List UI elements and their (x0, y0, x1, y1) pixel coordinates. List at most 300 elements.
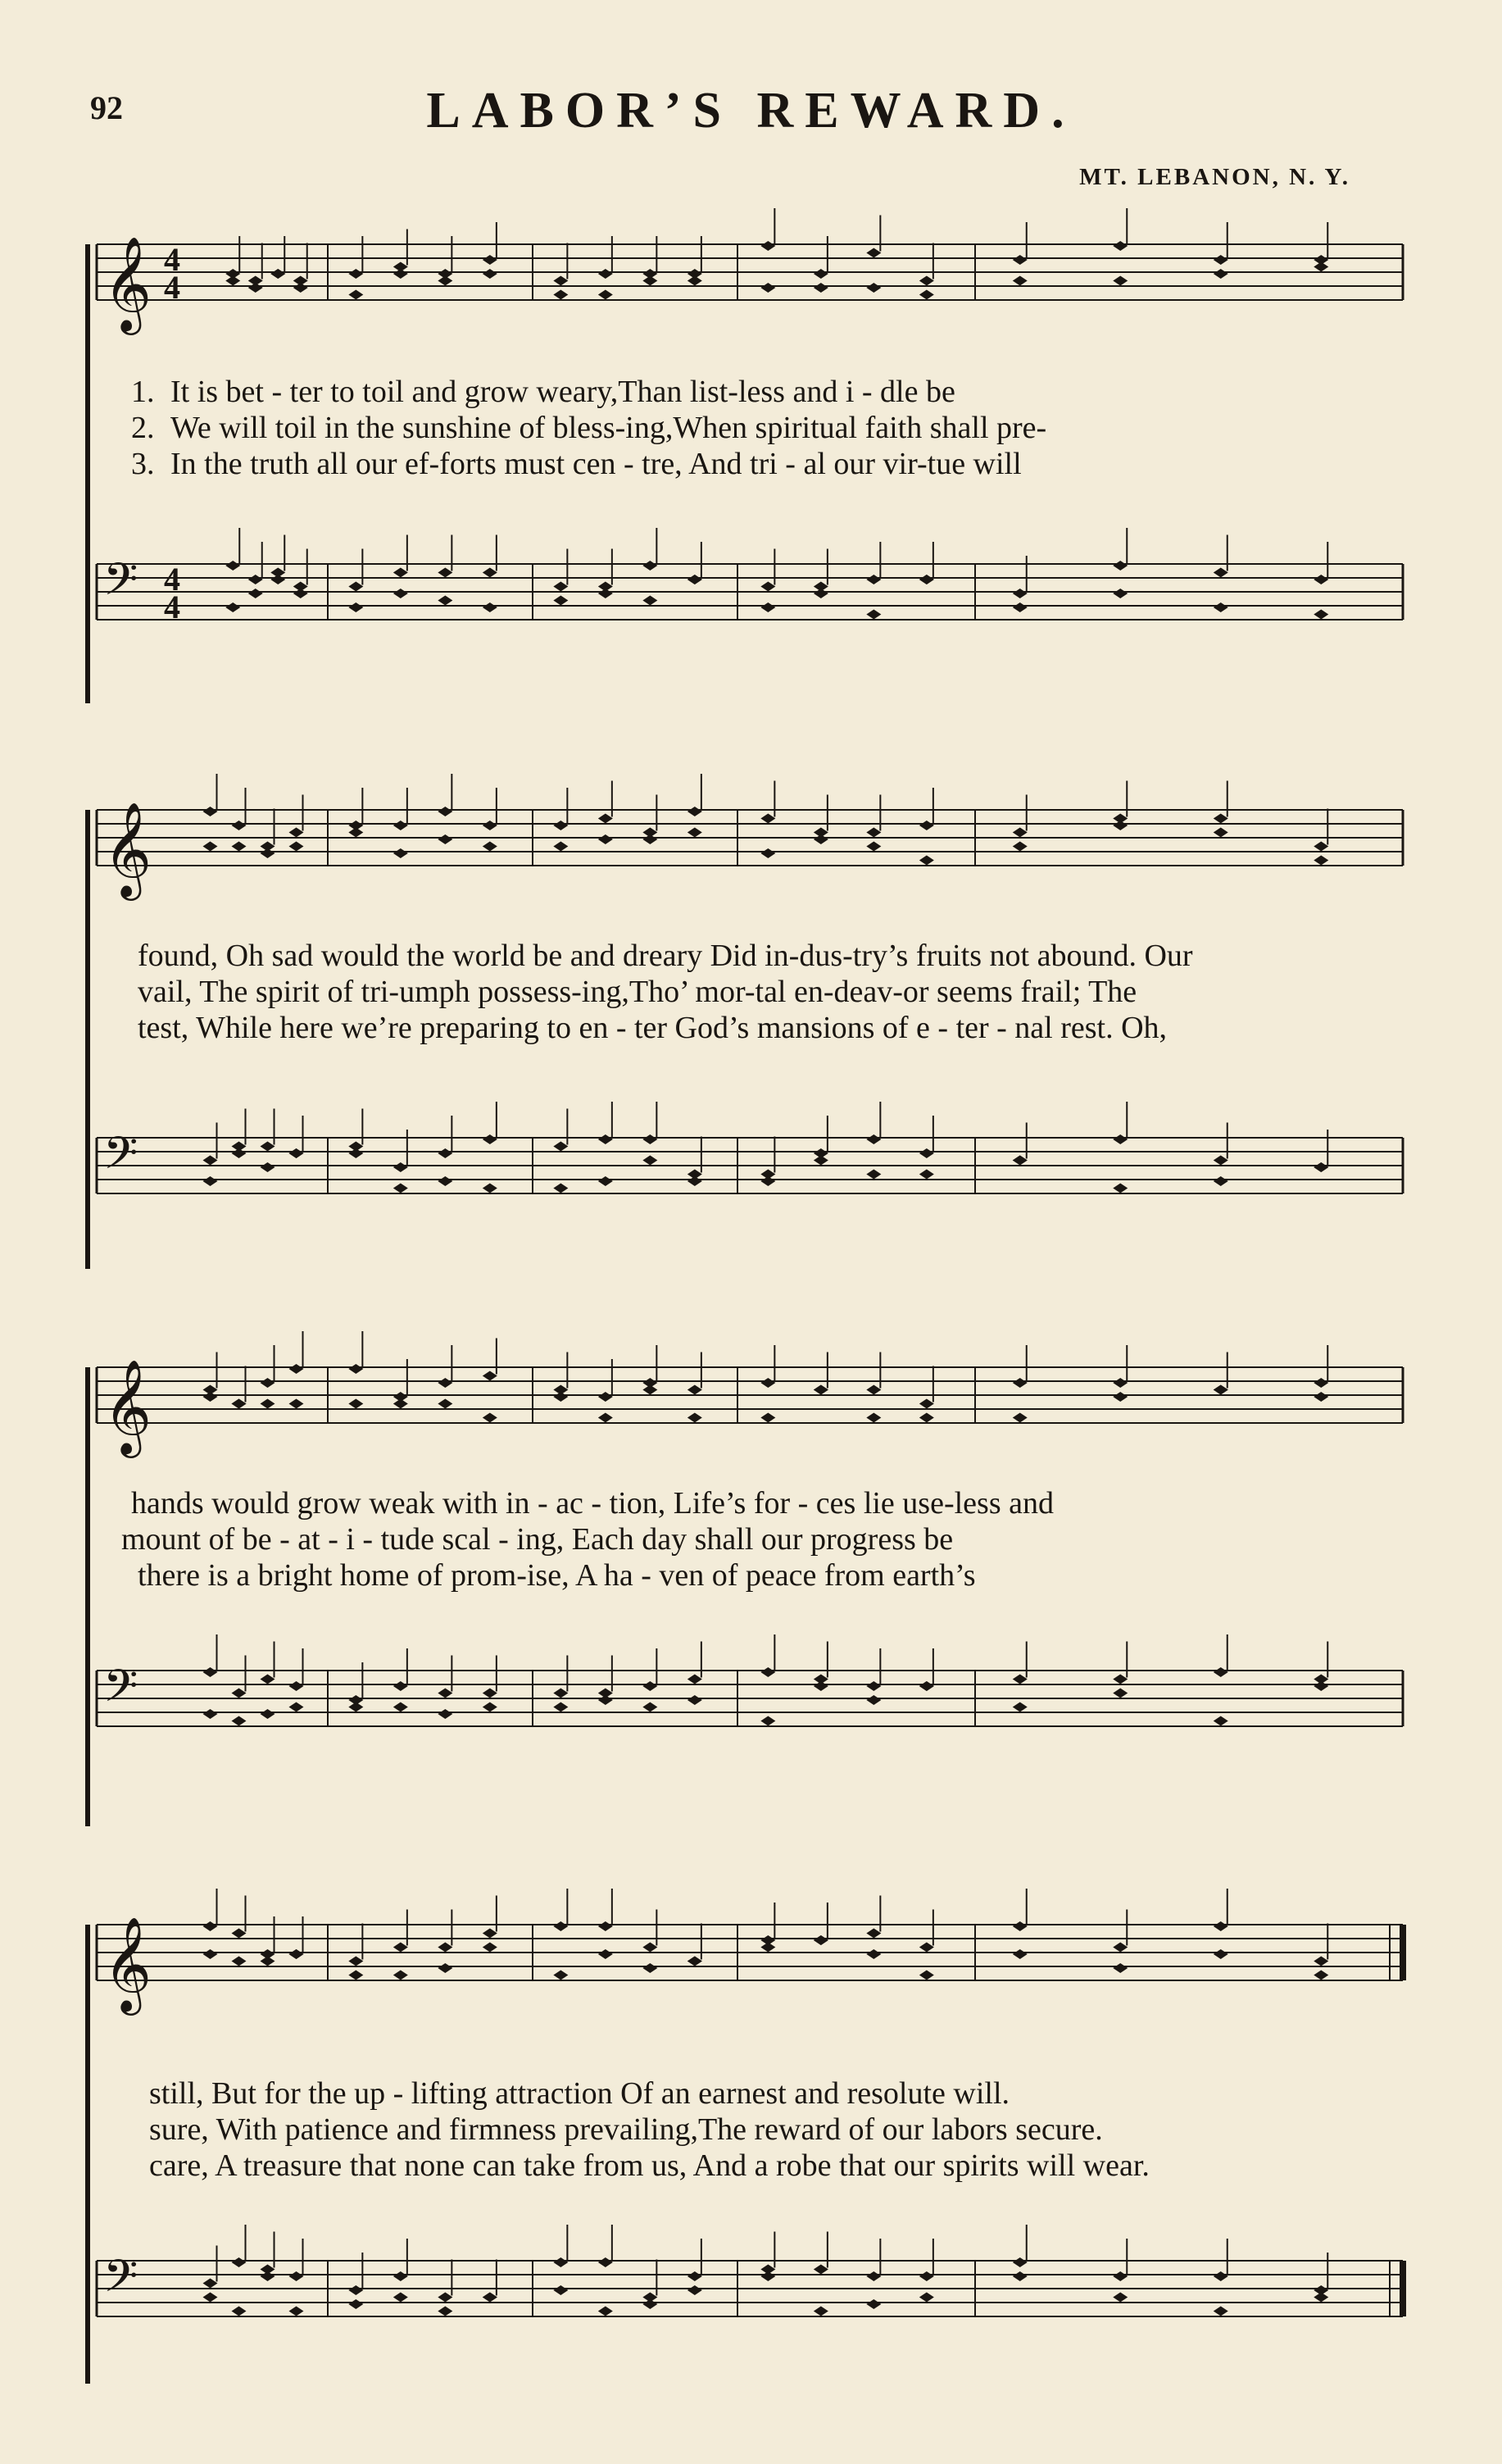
note-head (248, 575, 263, 584)
note-head (203, 1921, 218, 1931)
note-head (393, 262, 408, 272)
note-head (642, 561, 657, 571)
note-head (1113, 2271, 1128, 2281)
note-head (814, 1935, 828, 1945)
time-signature-bottom: 4 (164, 269, 180, 306)
treble-staff (0, 787, 1502, 918)
note-head (598, 1695, 613, 1705)
note-head (919, 1399, 934, 1409)
note-head (483, 1943, 497, 1953)
note-head (866, 1134, 881, 1144)
note-head (1314, 856, 1328, 866)
note-head (642, 1156, 657, 1166)
note-head (866, 1681, 881, 1691)
note-head (393, 1943, 408, 1953)
note-head (598, 2257, 613, 2267)
note-head (483, 269, 497, 279)
note-head (261, 848, 275, 858)
note-head (1214, 2271, 1228, 2281)
note-head (438, 807, 452, 816)
note-head (1013, 828, 1028, 838)
note-head (1013, 1675, 1028, 1684)
note-head (232, 842, 247, 852)
note-head (866, 283, 881, 293)
note-head (203, 1156, 218, 1166)
note-head (1214, 1716, 1228, 1726)
note-head (866, 828, 881, 838)
note-head (866, 1929, 881, 1939)
note-head (483, 1413, 497, 1423)
treble-clef-icon: 𝄞 (103, 1916, 152, 2012)
note-head (261, 1675, 275, 1684)
treble-staff (0, 1344, 1502, 1475)
note-head (687, 1413, 702, 1423)
note-head (438, 568, 452, 578)
note-head (1314, 1681, 1328, 1691)
note-head (1013, 1949, 1028, 1959)
bass-clef-icon: 𝄢 (103, 1660, 138, 1723)
note-head (919, 1943, 934, 1953)
treble-clef-icon: 𝄞 (103, 235, 152, 331)
note-head (348, 1399, 363, 1409)
note-head (687, 807, 702, 816)
note-head (348, 582, 363, 592)
note-head (438, 1399, 452, 1409)
note-head (1314, 575, 1328, 584)
note-head (553, 1184, 568, 1193)
note-head (393, 568, 408, 578)
note-head (866, 575, 881, 584)
note-head (553, 1703, 568, 1712)
note-head (438, 596, 452, 606)
note-head (1113, 589, 1128, 598)
note-head (1013, 276, 1028, 286)
time-signature-top: 4 (164, 241, 180, 278)
note-head (598, 814, 613, 824)
note-head (438, 1176, 452, 1186)
note-head (919, 1413, 934, 1423)
note-head (919, 821, 934, 830)
note-head (866, 1385, 881, 1395)
note-head (598, 1949, 613, 1959)
verse-line: 3. In the truth all our ef-forts must cen - tre, And tri - al our vir-tue will (131, 447, 1022, 481)
note-head (814, 2307, 828, 2316)
verse-line: hands would grow weak with in - ac - tion, Life’s for - ces lie use-less and (131, 1486, 1054, 1521)
note-head (553, 2285, 568, 2295)
note-head (866, 1695, 881, 1705)
note-head (814, 283, 828, 293)
note-head (1113, 1184, 1128, 1193)
note-head (261, 1162, 275, 1172)
note-head (348, 2299, 363, 2309)
note-head (598, 269, 613, 279)
note-head (553, 1971, 568, 1980)
note-head (232, 1399, 247, 1409)
note-head (919, 1148, 934, 1158)
treble-clef-icon: 𝄞 (103, 801, 152, 897)
note-head (1113, 2293, 1128, 2303)
note-head (393, 848, 408, 858)
note-head (225, 276, 240, 286)
bass-staff (0, 1648, 1502, 1779)
note-head (553, 290, 568, 300)
note-head (919, 1971, 934, 1980)
note-head (814, 1681, 828, 1691)
note-head (1314, 2293, 1328, 2303)
note-head (248, 283, 263, 293)
note-head (553, 821, 568, 830)
note-head (270, 269, 285, 279)
note-head (866, 842, 881, 852)
note-head (919, 2293, 934, 2303)
note-head (483, 255, 497, 265)
note-head (438, 1709, 452, 1719)
note-head (1214, 568, 1228, 578)
verse-line: vail, The spirit of tri-umph possess-ing,Tho’ mor-tal en-deav-or seems frail; The (138, 975, 1137, 1009)
bass-staff (0, 2238, 1502, 2369)
note-head (483, 1929, 497, 1939)
note-head (438, 2293, 452, 2303)
note-head (1214, 1385, 1228, 1395)
note-head (642, 1703, 657, 1712)
note-head (1214, 1921, 1228, 1931)
note-head (393, 821, 408, 830)
note-head (598, 834, 613, 844)
note-head (348, 1971, 363, 1980)
note-head (642, 1681, 657, 1691)
note-head (598, 290, 613, 300)
note-head (687, 1385, 702, 1395)
note-head (1314, 1392, 1328, 1402)
bass-clef-icon: 𝄢 (103, 1127, 138, 1190)
verse-line: there is a bright home of prom-ise, A ha - ven of peace from earth’s (138, 1558, 976, 1593)
note-head (1013, 602, 1028, 612)
note-head (1214, 602, 1228, 612)
note-head (598, 2307, 613, 2316)
bass-clef-icon: 𝄢 (103, 2250, 138, 2313)
note-head (687, 1695, 702, 1705)
note-head (438, 1963, 452, 1973)
verse-line: 1. It is bet - ter to toil and grow weary,Than list-less and i - dle be (131, 375, 955, 409)
note-head (393, 1392, 408, 1402)
note-head (393, 1971, 408, 1980)
note-head (289, 2271, 304, 2281)
note-head (393, 589, 408, 598)
note-head (642, 276, 657, 286)
note-head (225, 561, 240, 571)
note-head (1214, 1949, 1228, 1959)
verse-line: found, Oh sad would the world be and dreary Did in-dus-try’s fruits not abound. Our (138, 939, 1193, 973)
note-head (866, 1170, 881, 1180)
note-head (348, 828, 363, 838)
note-head (483, 568, 497, 578)
note-head (642, 2299, 657, 2309)
note-head (687, 2285, 702, 2295)
note-head (760, 283, 775, 293)
note-head (687, 575, 702, 584)
note-head (814, 1156, 828, 1166)
note-head (289, 842, 304, 852)
note-head (289, 1364, 304, 1374)
verse-line: test, While here we’re preparing to en - ter God’s mansions of e - ter - nal rest. Oh, (138, 1011, 1168, 1045)
note-head (760, 582, 775, 592)
note-head (919, 575, 934, 584)
time-signature-top: 4 (164, 561, 180, 598)
bass-clef-icon: 𝄢 (103, 553, 138, 616)
note-head (642, 1134, 657, 1144)
note-head (1113, 1689, 1128, 1698)
note-head (483, 1689, 497, 1698)
final-barline (1400, 2261, 1406, 2316)
note-head (1113, 1943, 1128, 1953)
note-head (248, 589, 263, 598)
verse-line: care, A treasure that none can take from us, And a robe that our spirits will wear. (149, 2148, 1150, 2183)
note-head (203, 2293, 218, 2303)
note-head (553, 582, 568, 592)
note-head (1113, 1963, 1128, 1973)
note-head (866, 248, 881, 258)
note-head (393, 1184, 408, 1193)
note-head (598, 582, 613, 592)
note-head (1314, 1378, 1328, 1388)
final-barline (1400, 1925, 1406, 1980)
bass-staff (0, 541, 1502, 672)
note-head (232, 1957, 247, 1966)
note-head (598, 1392, 613, 1402)
note-head (598, 1921, 613, 1931)
note-head (1013, 2271, 1028, 2281)
note-head (1314, 842, 1328, 852)
note-head (483, 821, 497, 830)
note-head (289, 1703, 304, 1712)
note-head (289, 1399, 304, 1409)
note-head (1214, 1156, 1228, 1166)
note-head (687, 1176, 702, 1186)
note-head (866, 1949, 881, 1959)
note-head (293, 283, 308, 293)
treble-staff (0, 221, 1502, 352)
note-head (1113, 1675, 1128, 1684)
note-head (1013, 1378, 1028, 1388)
note-head (289, 1681, 304, 1691)
page-number: 92 (90, 89, 123, 126)
note-head (919, 290, 934, 300)
note-head (814, 2265, 828, 2275)
note-head (483, 842, 497, 852)
note-head (553, 1142, 568, 1152)
note-head (261, 2271, 275, 2281)
note-head (293, 582, 308, 592)
note-head (866, 1413, 881, 1423)
note-head (687, 276, 702, 286)
note-head (289, 1148, 304, 1158)
note-head (1214, 828, 1228, 838)
note-head (270, 575, 285, 584)
note-head (393, 1162, 408, 1172)
note-head (553, 1921, 568, 1931)
note-head (203, 1176, 218, 1186)
note-head (483, 1184, 497, 1193)
note-head (919, 856, 934, 866)
note-head (438, 1943, 452, 1953)
note-head (760, 1935, 775, 1945)
note-head (232, 1929, 247, 1939)
bass-staff (0, 1115, 1502, 1246)
note-head (1314, 1162, 1328, 1172)
note-head (232, 1148, 247, 1158)
note-head (261, 1378, 275, 1388)
note-head (1113, 821, 1128, 830)
note-head (1013, 2257, 1028, 2267)
note-head (232, 1716, 247, 1726)
note-head (1113, 276, 1128, 286)
note-head (483, 1371, 497, 1381)
verse-line: still, But for the up - lifting attraction Of an earnest and resolute will. (149, 2076, 1010, 2111)
note-head (553, 276, 568, 286)
note-head (1314, 610, 1328, 620)
note-head (261, 1142, 275, 1152)
note-head (866, 2271, 881, 2281)
note-head (483, 602, 497, 612)
note-head (642, 596, 657, 606)
treble-staff (0, 1902, 1502, 2033)
note-head (553, 842, 568, 852)
note-head (760, 602, 775, 612)
note-head (232, 2257, 247, 2267)
note-head (598, 1134, 613, 1144)
note-head (289, 828, 304, 838)
note-head (289, 1949, 304, 1959)
note-head (1013, 842, 1028, 852)
note-head (438, 1148, 452, 1158)
note-head (348, 269, 363, 279)
note-head (814, 589, 828, 598)
note-head (760, 2271, 775, 2281)
note-head (1013, 255, 1028, 265)
note-head (598, 1413, 613, 1423)
treble-clef-icon: 𝄞 (103, 1358, 152, 1454)
note-head (1113, 561, 1128, 571)
note-head (1214, 269, 1228, 279)
note-head (1013, 1703, 1028, 1712)
note-head (687, 1957, 702, 1966)
note-head (1013, 1156, 1028, 1166)
note-head (919, 1681, 934, 1691)
note-head (553, 1385, 568, 1395)
note-head (642, 1378, 657, 1388)
note-head (1314, 262, 1328, 272)
note-head (289, 2307, 304, 2316)
note-head (1314, 1971, 1328, 1980)
note-head (760, 1176, 775, 1186)
time-signature-bottom: 4 (164, 589, 180, 625)
note-head (203, 2279, 218, 2289)
note-head (814, 269, 828, 279)
note-head (483, 2293, 497, 2303)
note-head (348, 2285, 363, 2295)
note-head (348, 1695, 363, 1705)
note-head (261, 1709, 275, 1719)
note-head (814, 834, 828, 844)
note-head (760, 241, 775, 251)
note-head (760, 1378, 775, 1388)
note-head (919, 276, 934, 286)
verse-line: 2. We will toil in the sunshine of bless-ing,When spiritual faith shall pre- (131, 411, 1047, 445)
note-head (1113, 1392, 1128, 1402)
note-head (814, 1385, 828, 1395)
note-head (232, 1689, 247, 1698)
note-head (1113, 1378, 1128, 1388)
note-head (1013, 589, 1028, 598)
note-head (1214, 1667, 1228, 1677)
note-head (553, 2257, 568, 2267)
note-head (203, 1667, 218, 1677)
note-head (348, 1957, 363, 1966)
note-head (261, 1949, 275, 1959)
note-head (348, 1148, 363, 1158)
note-head (1013, 1413, 1028, 1423)
note-head (1314, 1957, 1328, 1966)
note-head (438, 834, 452, 844)
note-head (438, 269, 452, 279)
note-head (866, 2299, 881, 2309)
note-head (348, 290, 363, 300)
note-head (687, 1675, 702, 1684)
note-head (483, 1703, 497, 1712)
note-head (866, 610, 881, 620)
note-head (393, 2271, 408, 2281)
note-head (203, 1949, 218, 1959)
note-head (687, 2271, 702, 2281)
note-head (687, 828, 702, 838)
note-head (642, 1943, 657, 1953)
note-head (760, 848, 775, 858)
note-head (203, 842, 218, 852)
note-head (553, 596, 568, 606)
note-head (598, 1176, 613, 1186)
note-head (1214, 1176, 1228, 1186)
note-head (1214, 2307, 1228, 2316)
note-head (348, 1364, 363, 1374)
note-head (642, 1963, 657, 1973)
note-head (203, 1392, 218, 1402)
note-head (1113, 1134, 1128, 1144)
note-head (393, 1703, 408, 1712)
note-head (203, 807, 218, 816)
note-head (919, 2271, 934, 2281)
verse-line: sure, With patience and firmness prevailing,The reward of our labors secure. (149, 2112, 1103, 2147)
note-head (760, 1413, 775, 1423)
note-head (483, 1134, 497, 1144)
note-head (438, 2307, 452, 2316)
note-head (393, 2293, 408, 2303)
note-head (232, 2307, 247, 2316)
note-head (919, 1170, 934, 1180)
note-head (261, 1399, 275, 1409)
note-head (1013, 1921, 1028, 1931)
note-head (760, 814, 775, 824)
hymn-title: LABOR’S REWARD. (426, 83, 1076, 139)
note-head (438, 1689, 452, 1698)
note-head (438, 1378, 452, 1388)
note-head (232, 821, 247, 830)
attribution: MT. LEBANON, N. Y. (1079, 164, 1350, 190)
note-head (203, 1709, 218, 1719)
note-head (225, 602, 240, 612)
note-head (393, 1681, 408, 1691)
note-head (760, 1716, 775, 1726)
note-head (348, 602, 363, 612)
